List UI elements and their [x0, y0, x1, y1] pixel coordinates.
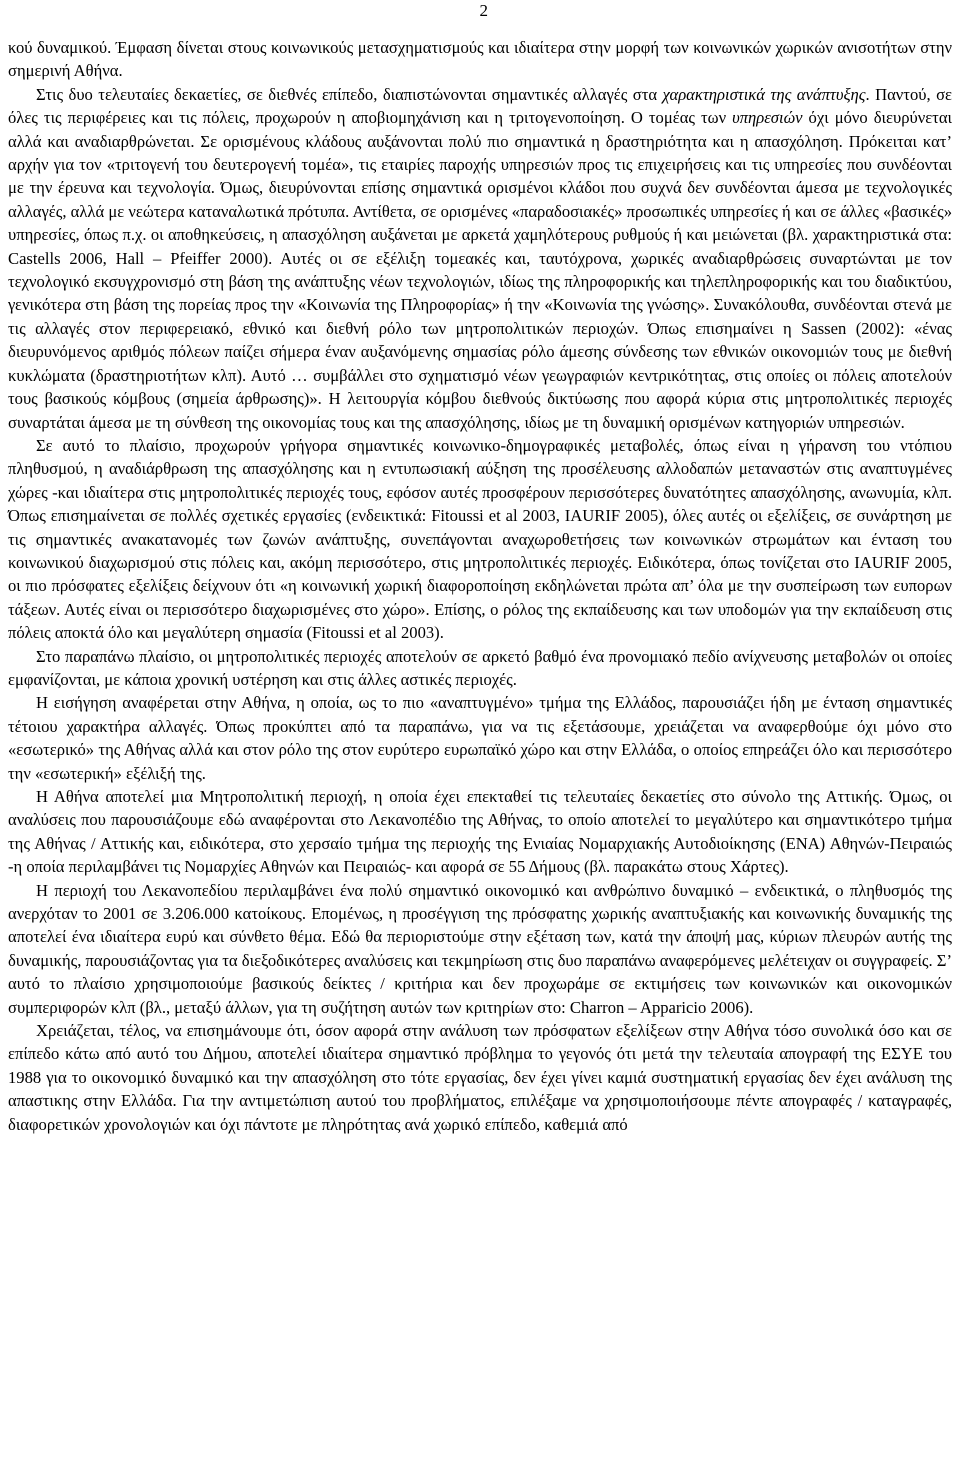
document-body	[8, 36, 952, 1136]
paragraph-2-text-a: Στις δυο τελευταίες δεκαετίες, σε διεθνές επίπεδο, διαπιστώνονται σημαντικές αλλαγές στα	[36, 84, 663, 104]
paragraph-1	[8, 36, 952, 83]
paragraph-6-text: Η Αθήνα αποτελεί μια Μητροπολιτική περιοχή, η οποία έχει επεκταθεί τις τελευταίες δεκαετίες στο σύνολο της Αττικής. Όμως, οι αναλύσεις που παρουσιάζουμε εδώ αναφέρονται στο Λεκανοπέδιο της Αθήνας, το οποίο αποτελεί το μεγαλύτερο και σημαντικότερο τμήμα της Αθήνας / Αττικής και, ειδικότερα, στο χερσαίο τμήμα της περιοχής της Ενιαίας Νομαρχιακής Αυτοδιοίκησης (ΕΝΑ) Αθηνών-Πειραιώς -η οποία περιλαμβάνει τις Νομαρχίες Αθηνών και Πειραιώς- και αφορά σε 55 Δήμους (βλ. παρακάτω στους Χάρτες).	[8, 787, 952, 877]
paragraph-5-text: Η εισήγηση αναφέρεται στην Αθήνα, η οποία, ως το πιο «αναπτυγμένο» τμήμα της Ελλάδος, παρουσιάζει ήδη με ένταση σημαντικές τέτοιου χαρακτήρα αλλαγές. Όπως προκύπτει από τα παραπάνω, για να τις εξετάσουμε, χρειάζεται να αναφερθούμε όχι μόνο στο «εσωτερικό» της Αθήνας αλλά και στον ρόλο της στον ευρύτερο ευρωπαϊκό χώρο και στην Ελλάδα, ο οποίος επηρεάζει όλο και περισσότερο την «εσωτερική» εξέλιξή της.	[8, 693, 952, 783]
paragraph-2-text-b: . Παντού, σε όλες τις περιφέρειες και τις πόλεις, προχωρούν η αποβιομηχάνιση και η τριτογενοποίηση. Ο τομέας των	[8, 84, 952, 128]
paragraph-8	[8, 1019, 952, 1136]
paragraph-7-text: Η περιοχή του Λεκανοπεδίου περιλαμβάνει ένα πολύ σημαντικό οικονομικό και ανθρώπινο δυναμικό – ενδεικτικά, ο πληθυσμός της ανερχόταν το 2001 σε 3.206.000 κατοίκους. Επομένως, η προσέγγιση της πρόσφατης χωρικής αναπτυξιακής και κοινωνικής δυναμικής της αποτελεί ένα ιδιαίτερα ευρύ και σύνθετο θέμα. Εδώ θα περιοριστούμε στην εξέταση των, κατά την άποψή μας, κύριων πλευρών αυτής της δυναμικής, παρουσιάζοντας για τα διεξοδικότερες αναλύσεις και τεκμηρίωση στις δυο παραπάνω αναφερόμενες μελέτειχαν οι συγγραφείς. Σ’ αυτό το πλαίσιο χρησιμοποιούμε βασικούς δείκτες / κριτήρια και δεν προχωράμε σε εκτιμήσεις των κοινωνικών και οικονομικών συμπεριφορών κλπ (βλ., μεταξύ άλλων, για τη συζήτηση αυτών των κριτηρίων στο: Charron – Apparicio 2006).	[8, 880, 952, 1017]
paragraph-8-text: Χρειάζεται, τέλος, να επισημάνουμε ότι, όσον αφορά στην ανάλυση των πρόσφατων εξελίξεων στην Αθήνα τόσο συνολικά όσο και σε επίπεδο κάτω από αυτό του Δήμου, αποτελεί ιδιαίτερα σημαντικό πρόβλημα το γεγονός ότι μετά την τελευταία απογραφή της ΕΣΥΕ του 1988 για το οικονομικό δυναμικό και την απασχόληση στο τότε εργασίας, δεν έχει γίνει καμιά συστηματική εργασίας δεν έχει ανάλυση της απαστικης στην Ελλάδα. Για την αντιμετώπιση αυτού του προβλήματος, επιλέξαμε να χρησιμοποιήσουμε πέντε απογραφές / καταγραφές, διαφορετικών χρονολογιών και όχι πάντοτε με πληρότητας ανά χωρικό επίπεδο, καθεμιά από	[8, 1021, 952, 1134]
paragraph-4	[8, 645, 952, 692]
paragraph-6	[8, 785, 952, 879]
italic-word-services: υπηρεσιών	[732, 108, 803, 128]
paragraph-7	[8, 879, 952, 1019]
paragraph-4-text: Στο παραπάνω πλαίσιο, οι μητροπολιτικές περιοχές αποτελούν σε αρκετό βαθμό ένα προνομιακό πεδίο ανίχνευσης μεταβολών οι οποίες εμφανίζονται, με κάποια χρονική υστέρηση και στις άλλες αστικές περιοχές.	[8, 646, 952, 689]
paragraph-3	[8, 434, 952, 645]
paragraph-5	[8, 691, 952, 785]
paragraph-2	[8, 83, 952, 434]
paragraph-2-text-c: όχι μόνο διευρύνεται αλλά και αναδιαρθρώνεται. Σε ορισμένους κλάδους αυξάνονται πολύ πιο σημαντικά η δραστηριότητα και η απασχόληση. Πρόκειται κατ’ αρχήν για τον «τριτογενή του δευτερογενή τομέα», τις εταιρίες παροχής υπηρεσιών προς τις επιχειρήσεις και τις υπηρεσίες που συνδέονται με την έρευνα και τεχνολογία. Όμως, διευρύνονται επίσης σημαντικά ορισμένοι κλάδοι που συχνά δεν συνδέονται άμεσα με τεχνολογικές αλλαγές, αλλά με νεώτερα καταναλωτικά πρότυπα. Αντίθετα, σε ορισμένες «παραδοσιακές» προσωπικές υπηρεσίες ή και σε άλλες «βασικές» υπηρεσίες, όπως π.χ. οι αποθηκεύσεις, η απασχόληση αυξάνεται με αρκετά χαμηλότερους ρυθμούς ή και μειώνεται (βλ. χαρακτηριστικά στα: Castells 2006, Hall – Pfeiffer 2000). Αυτές οι σε εξέλιξη τομεακές και, ταυτόχρονα, χωρικές αναδιαρθρώσεις συναρτώνται με τον τεχνολογικό εκσυγχρονισμό στη βάση της ανάπτυξης νέων τεχνολογιών, ιδίως της πληροφορικής και τηλεπληροφορικής και του διαδικτύου, γενικότερα στη βάση της πορείας προς την «Κοινωνία της Πληροφορίας» ή την «Κοινωνία της γνώσης». Συνακόλουθα, συνδέονται στενά με τις αλλαγές στον περιφερειακό, εθνικό και διεθνή ρόλο των μητροπολιτικών περιοχών. Όπως επισημαίνει η Sassen (2002): «ένας διευρυνόμενος αριθμός πόλεων παίζει σήμερα έναν αυξανόμενης σημασίας ρόλο άμεσης σύνδεσης των εθνικών οικονομιών τους με διεθνή κυκλώματα (δραστηριοτήτων κλπ). Αυτό … συμβάλλει στο σχηματισμό νέων γεωγραφιών κεντρικότητας, στις οποίες οι πόλεις αποτελούν τους βασικούς κόμβους (σημεία άρθρωσης)». Η λειτουργία κόμβου διεθνούς δικτύωσης που αφορά κύρια στις μητροπολιτικές περιοχές συναρτάται άμεσα με τη σύνθεση της οικονομίας τους και της απασχόλησης, ιδίως με τη δυναμική ορισμένων κατηγοριών υπηρεσιών.	[8, 108, 952, 432]
italic-phrase-development: χαρακτηριστικά της ανάπτυξης	[662, 84, 866, 104]
paragraph-3-text: Σε αυτό το πλαίσιο, προχωρούν γρήγορα σημαντικές κοινωνικο-δημογραφικές μεταβολές, όπως είναι η γήρανση του ντόπιου πληθυσμού, η αναδιάρθρωση της απασχόλησης και η εντυπωσιακή αύξηση της προσέλευσης αλλοδαπών μεταναστών στις αναπτυγμένες χώρες -και ιδιαίτερα στις μητροπολιτικές περιοχές τους, εφόσον αυτές προσφέρουν περισσότερες δυνατότητες απασχόλησης, ανωνυμία, κλπ. Όπως επισημαίνεται σε πολλές σχετικές εργασίες (ενδεικτικά: Fitoussi et al 2003, IAURIF 2005), όλες αυτές οι εξελίξεις, σε συνάρτηση με τις σημαντικές ανακατανομές των ζωνών ανάπτυξης, συνεπάγονται αναχωροθετήσεις των κοινωνικών στρωμάτων και ένταση του κοινωνικού διαχωρισμού στις πόλεις και, ακόμη περισσότερο, στις μητροπολιτικές περιοχές. Ειδικότερα, όπως τονίζεται στο IAURIF 2005, οι πιο πρόσφατες εξελίξεις δείχνουν ότι «η κοινωνική χωρική διαφοροποίηση εκδηλώνεται πρώτα απ’ όλα με την συσπείρωση των ευπορων τάξεων. Αυτές είναι οι περισσότερο διαχωρισμένες στο χώρο». Επίσης, ο ρόλος της εκπαίδευσης και των υποδομών για την εκπαίδευση στις πόλεις αποκτά όλο και μεγαλύτερη σημασία (Fitoussi et al 2003).	[8, 435, 952, 643]
page-number: 2	[479, 1, 488, 20]
paragraph-1-text: κού δυναμικού. Έμφαση δίνεται στους κοινωνικούς μετασχηματισμούς και ιδιαίτερα στην μορφή των κοινωνικών χωρικών ανισοτήτων στην σημερινή Αθήνα.	[8, 38, 952, 81]
